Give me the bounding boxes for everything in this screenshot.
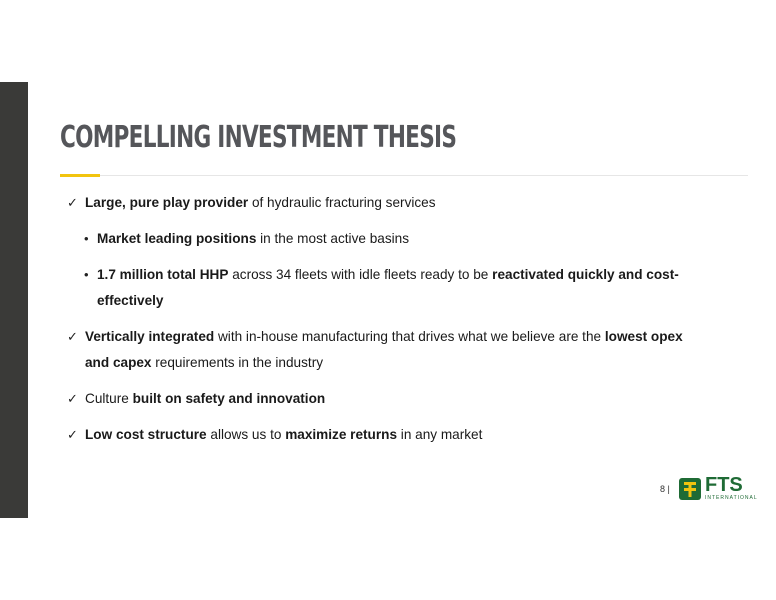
bullet-dot-icon: •	[84, 231, 89, 246]
bullet-vertically-integrated	[67, 324, 707, 376]
logo-subtext: INTERNATIONAL	[705, 495, 758, 501]
thesis-list	[67, 190, 707, 458]
bullet-text: in the most active basins	[256, 231, 409, 246]
bullet-pure-play	[67, 190, 707, 216]
bullet-bold-text: maximize returns	[285, 427, 398, 442]
bullet-culture	[67, 386, 707, 412]
side-accent-bar	[0, 82, 28, 518]
bullet-text: of hydraulic fracturing services	[248, 195, 436, 210]
subbullet-market-positions	[67, 226, 707, 252]
page-title: COMPELLING INVESTMENT THESIS	[60, 120, 457, 155]
bullet-bold-text: reactivated quickly and cost-effectively	[97, 267, 679, 308]
logo-wordmark: FTS	[705, 474, 743, 496]
bullet-bold-text: 1.7 million total HHP	[97, 267, 229, 282]
bullet-text: in any market	[397, 427, 483, 442]
bullet-bold-text: Market leading positions	[97, 231, 257, 246]
bullet-text: across 34 fleets with idle fleets ready to be	[228, 267, 493, 282]
bullet-low-cost	[67, 422, 707, 448]
bullet-text: allows us to	[206, 427, 286, 442]
bullet-bold-text: Low cost structure	[85, 427, 207, 442]
bullet-dot-icon: •	[84, 267, 89, 282]
bullet-bold-text: lowest opex and capex	[85, 329, 683, 370]
bullet-text: with in-house manufacturing that drives what we believe are the	[214, 329, 605, 344]
title-accent-underline	[60, 174, 100, 177]
bullet-text: requirements in the industry	[151, 355, 324, 370]
checkmark-icon: ✓	[67, 329, 78, 344]
bullet-bold-text: Large, pure play provider	[85, 195, 249, 210]
checkmark-icon: ✓	[67, 391, 78, 406]
bullet-text: Culture	[85, 391, 133, 406]
bullet-bold-text: built on safety and innovation	[132, 391, 326, 406]
checkmark-icon: ✓	[67, 427, 78, 442]
checkmark-icon: ✓	[67, 195, 78, 210]
page-number-value: 8	[660, 484, 666, 494]
bullet-bold-text: Vertically integrated	[85, 329, 215, 344]
title-divider	[60, 175, 748, 176]
subbullet-hhp	[67, 262, 707, 314]
page-number: 8 |	[660, 484, 670, 494]
